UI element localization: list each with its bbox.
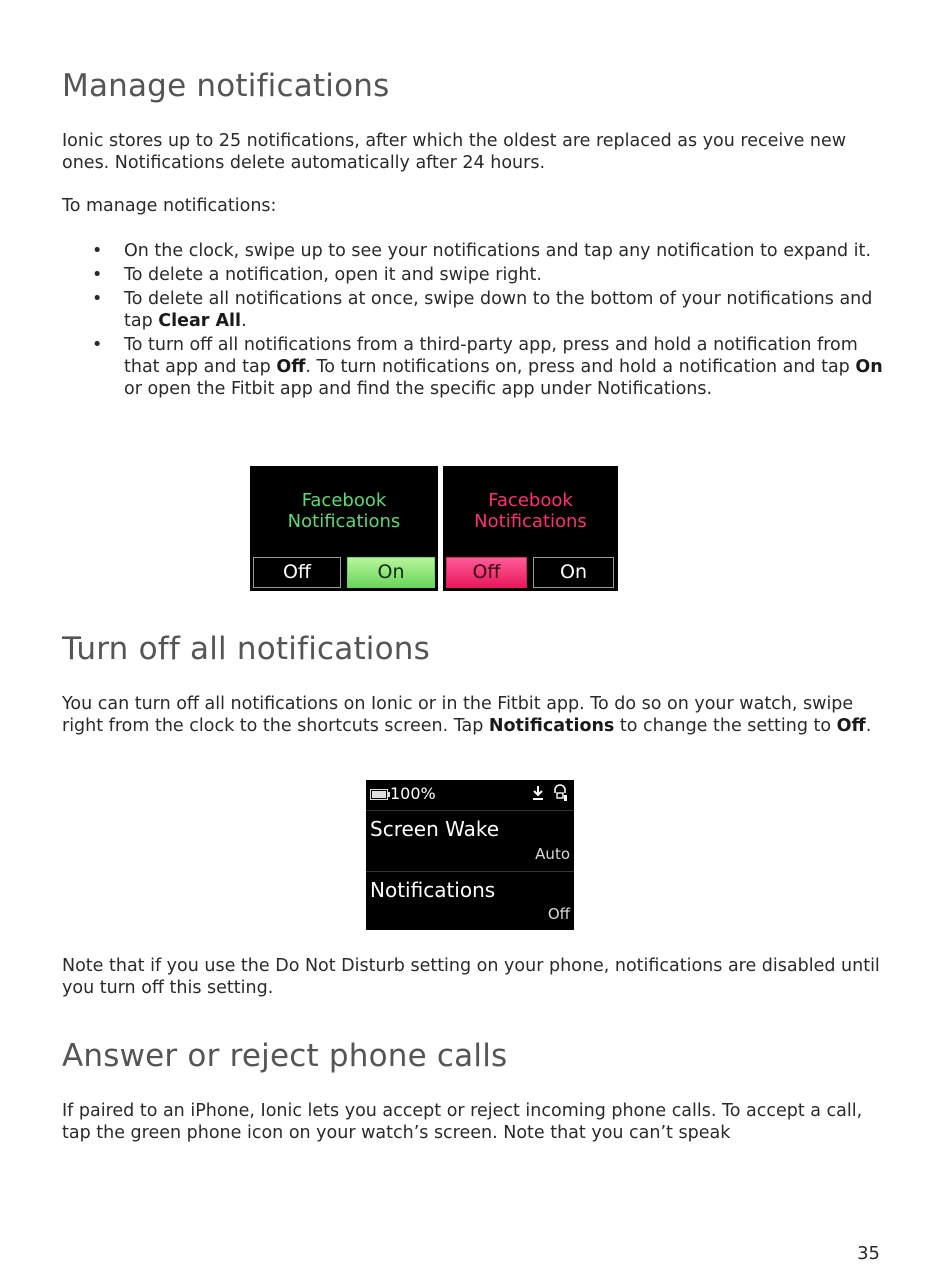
dnd-note-paragraph: Note that if you use the Do Not Disturb setting on your phone, notifications are disabled until you turn off this setting. xyxy=(62,956,880,998)
screen-title: Facebook Notifications xyxy=(287,490,401,532)
watch-settings-screen xyxy=(366,780,574,930)
facebook-notifications-screen-on xyxy=(250,466,438,591)
list-item: • On the clock, swipe up to see your notifications and tap any notification to expand it. xyxy=(62,240,892,262)
setting-name: Notifications xyxy=(370,878,496,902)
instruction-list xyxy=(62,240,892,402)
off-button[interactable]: Off xyxy=(253,557,341,588)
setting-name: Screen Wake xyxy=(370,817,500,841)
turn-off-paragraph: You can turn off all notifications on Ionic or in the Fitbit app. To do so on your watch, swipe right from the clock to the shortcuts screen. Tap Notifications to change the setting to Off. xyxy=(62,694,872,736)
setting-value: Off xyxy=(547,905,570,923)
lock-icon xyxy=(552,784,568,802)
off-button[interactable]: Off xyxy=(446,557,527,588)
list-item: • To delete all notifications at once, swipe down to the bottom of your notifications and tap Clear All. xyxy=(62,288,892,332)
setting-row-screen-wake[interactable] xyxy=(366,810,574,871)
section-title-answer-calls: Answer or reject phone calls xyxy=(62,1038,508,1074)
screen-title: Facebook Notifications xyxy=(474,490,587,532)
list-item: • To delete a notification, open it and swipe right. xyxy=(62,264,892,286)
lead-paragraph: To manage notifications: xyxy=(62,196,277,216)
section-title-manage-notifications: Manage notifications xyxy=(62,68,390,104)
list-item: • To turn off all notifications from a third-party app, press and hold a notification from that app and tap Off. To turn notifications on, press and hold a notification and tap On or open the Fitbit app and find the specific app under Notifications. xyxy=(62,334,892,400)
download-icon xyxy=(532,785,544,801)
on-button[interactable]: On xyxy=(533,557,614,588)
on-button[interactable]: On xyxy=(347,557,435,588)
facebook-notifications-screen-off xyxy=(443,466,618,591)
setting-value: Auto xyxy=(535,845,570,863)
phone-calls-paragraph: If paired to an iPhone, Ionic lets you accept or reject incoming phone calls. To accept a call, tap the green phone icon on your watch’s screen. Note that you can’t speak xyxy=(62,1101,863,1143)
battery-icon xyxy=(370,789,388,800)
setting-row-notifications[interactable] xyxy=(366,871,574,931)
intro-paragraph: Ionic stores up to 25 notifications, after which the oldest are replaced as you receive new ones. Notifications delete automatically after 24 hours. xyxy=(62,131,847,173)
section-title-turn-off-notifications: Turn off all notifications xyxy=(62,631,430,667)
status-icons xyxy=(532,784,568,802)
page-number: 35 xyxy=(857,1243,880,1264)
battery-status: 100% xyxy=(370,784,436,803)
